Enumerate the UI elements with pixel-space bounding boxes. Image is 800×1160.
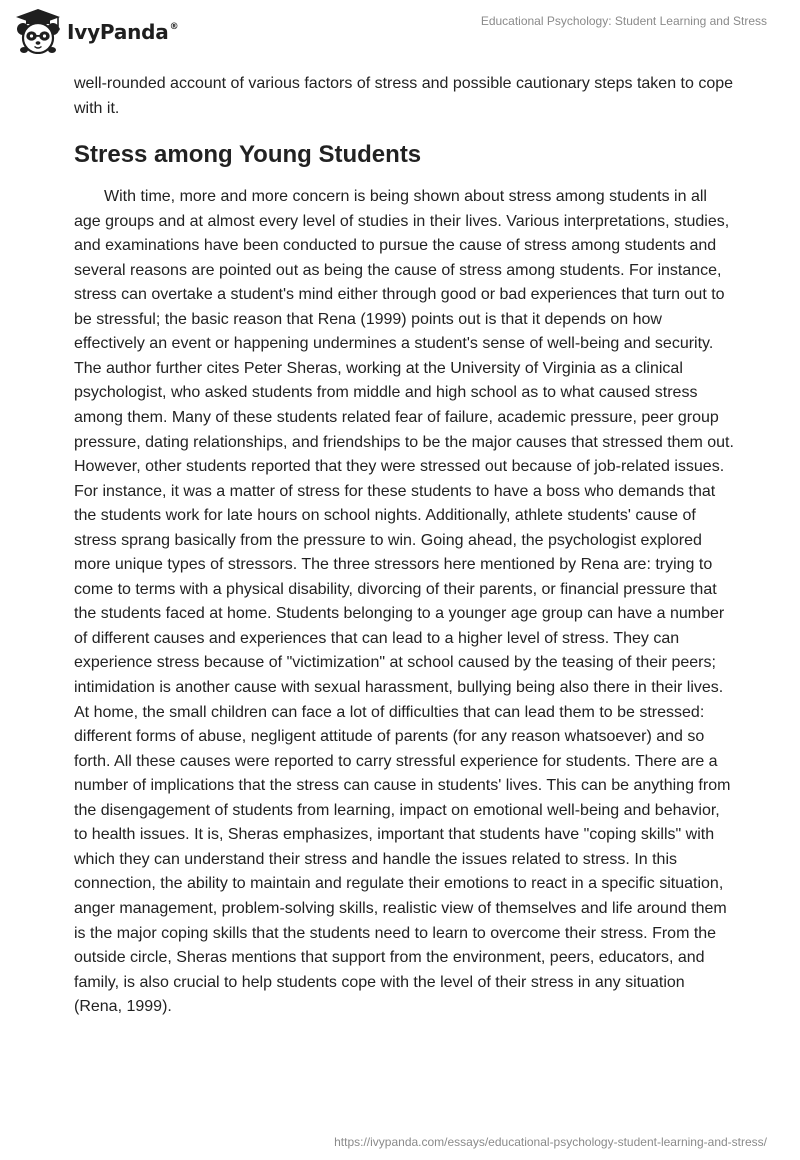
essay-content (74, 72, 734, 1020)
registered-mark: ® (169, 22, 179, 32)
panda-graduate-icon (13, 8, 63, 54)
ivypanda-logo[interactable] (13, 8, 178, 54)
logo-text: IvyPanda (67, 20, 169, 44)
page-header (0, 0, 800, 62)
source-url: https://ivypanda.com/essays/educational-psychology-student-learning-and-stress/ (334, 1135, 767, 1149)
intro-paragraph: well-rounded account of various factors of stress and possible cautionary steps taken to cope with it. (74, 75, 734, 117)
section-heading: Stress among Young Students (74, 141, 422, 169)
logo-wordmark (67, 20, 178, 44)
body-paragraph: With time, more and more concern is being shown about stress among students in all age groups and at almost every level of studies in their lives. Various interpretations, studies, and examinations have been conducted to pursue the cause of stress among students and several reasons are pointed out as being the cause of stress among students. For instance, stress can overtake a student's mind either through good or bad experiences that turn out to be stressful; the basic reason that Rena (1999) points out is that it depends on how effectively an event or happening undermines a student's sense of well-being and security. The author further cites Peter Sheras, working at the University of Virginia as a clinical psychologist, who asked students from middle and high school as to what caused stress among them. Many of these students related fear of failure, academic pressure, peer group pressure, dating relationships, and friendships to be the major causes that stressed them out. However, other students reported that they were stressed out because of job-related issues. For instance, it was a matter of stress for these students to have a boss who demands that the students work for late hours on school nights. Additionally, athlete students' cause of stress sprang basically from the pressure to win. Going ahead, the psychologist explored more unique types of stressors. The three stressors here mentioned by Rena are: trying to come to terms with a physical disability, divorcing of their parents, or financial pressure that the students faced at home. Students belonging to a younger age group can have a number of different causes and experiences that can lead to a higher level of stress. They can experience stress because of "victimization" at school caused by the teasing of their peers; intimidation is another cause with sexual harassment, bullying being also there in their lives. At home, the small children can face a lot of difficulties that can lead them to be stressed: different forms of abuse, negligent attitude of parents (for any reason whatsoever) and so forth. All these causes were reported to carry stressful experience for students. There are a number of implications that the stress can cause in students' lives. This can be anything from the disengagement of students from learning, impact on emotional well-being and behavior, to health issues. It is, Sheras emphasizes, important that students have "coping skills" with which they can understand their stress and handle the issues related to stress. In this connection, the ability to maintain and regulate their emotions to react in a specific situation, anger management, problem-solving skills, realistic view of themselves and life around them is the major coping skills that the students need to learn to overcome their stress. From the outside circle, Sheras mentions that support from the environment, peers, educators, and family, is also crucial to help students cope with the level of their stress in any situation (Rena, 1999). (74, 188, 734, 1016)
document-title: Educational Psychology: Student Learning and Stress (480, 14, 767, 28)
